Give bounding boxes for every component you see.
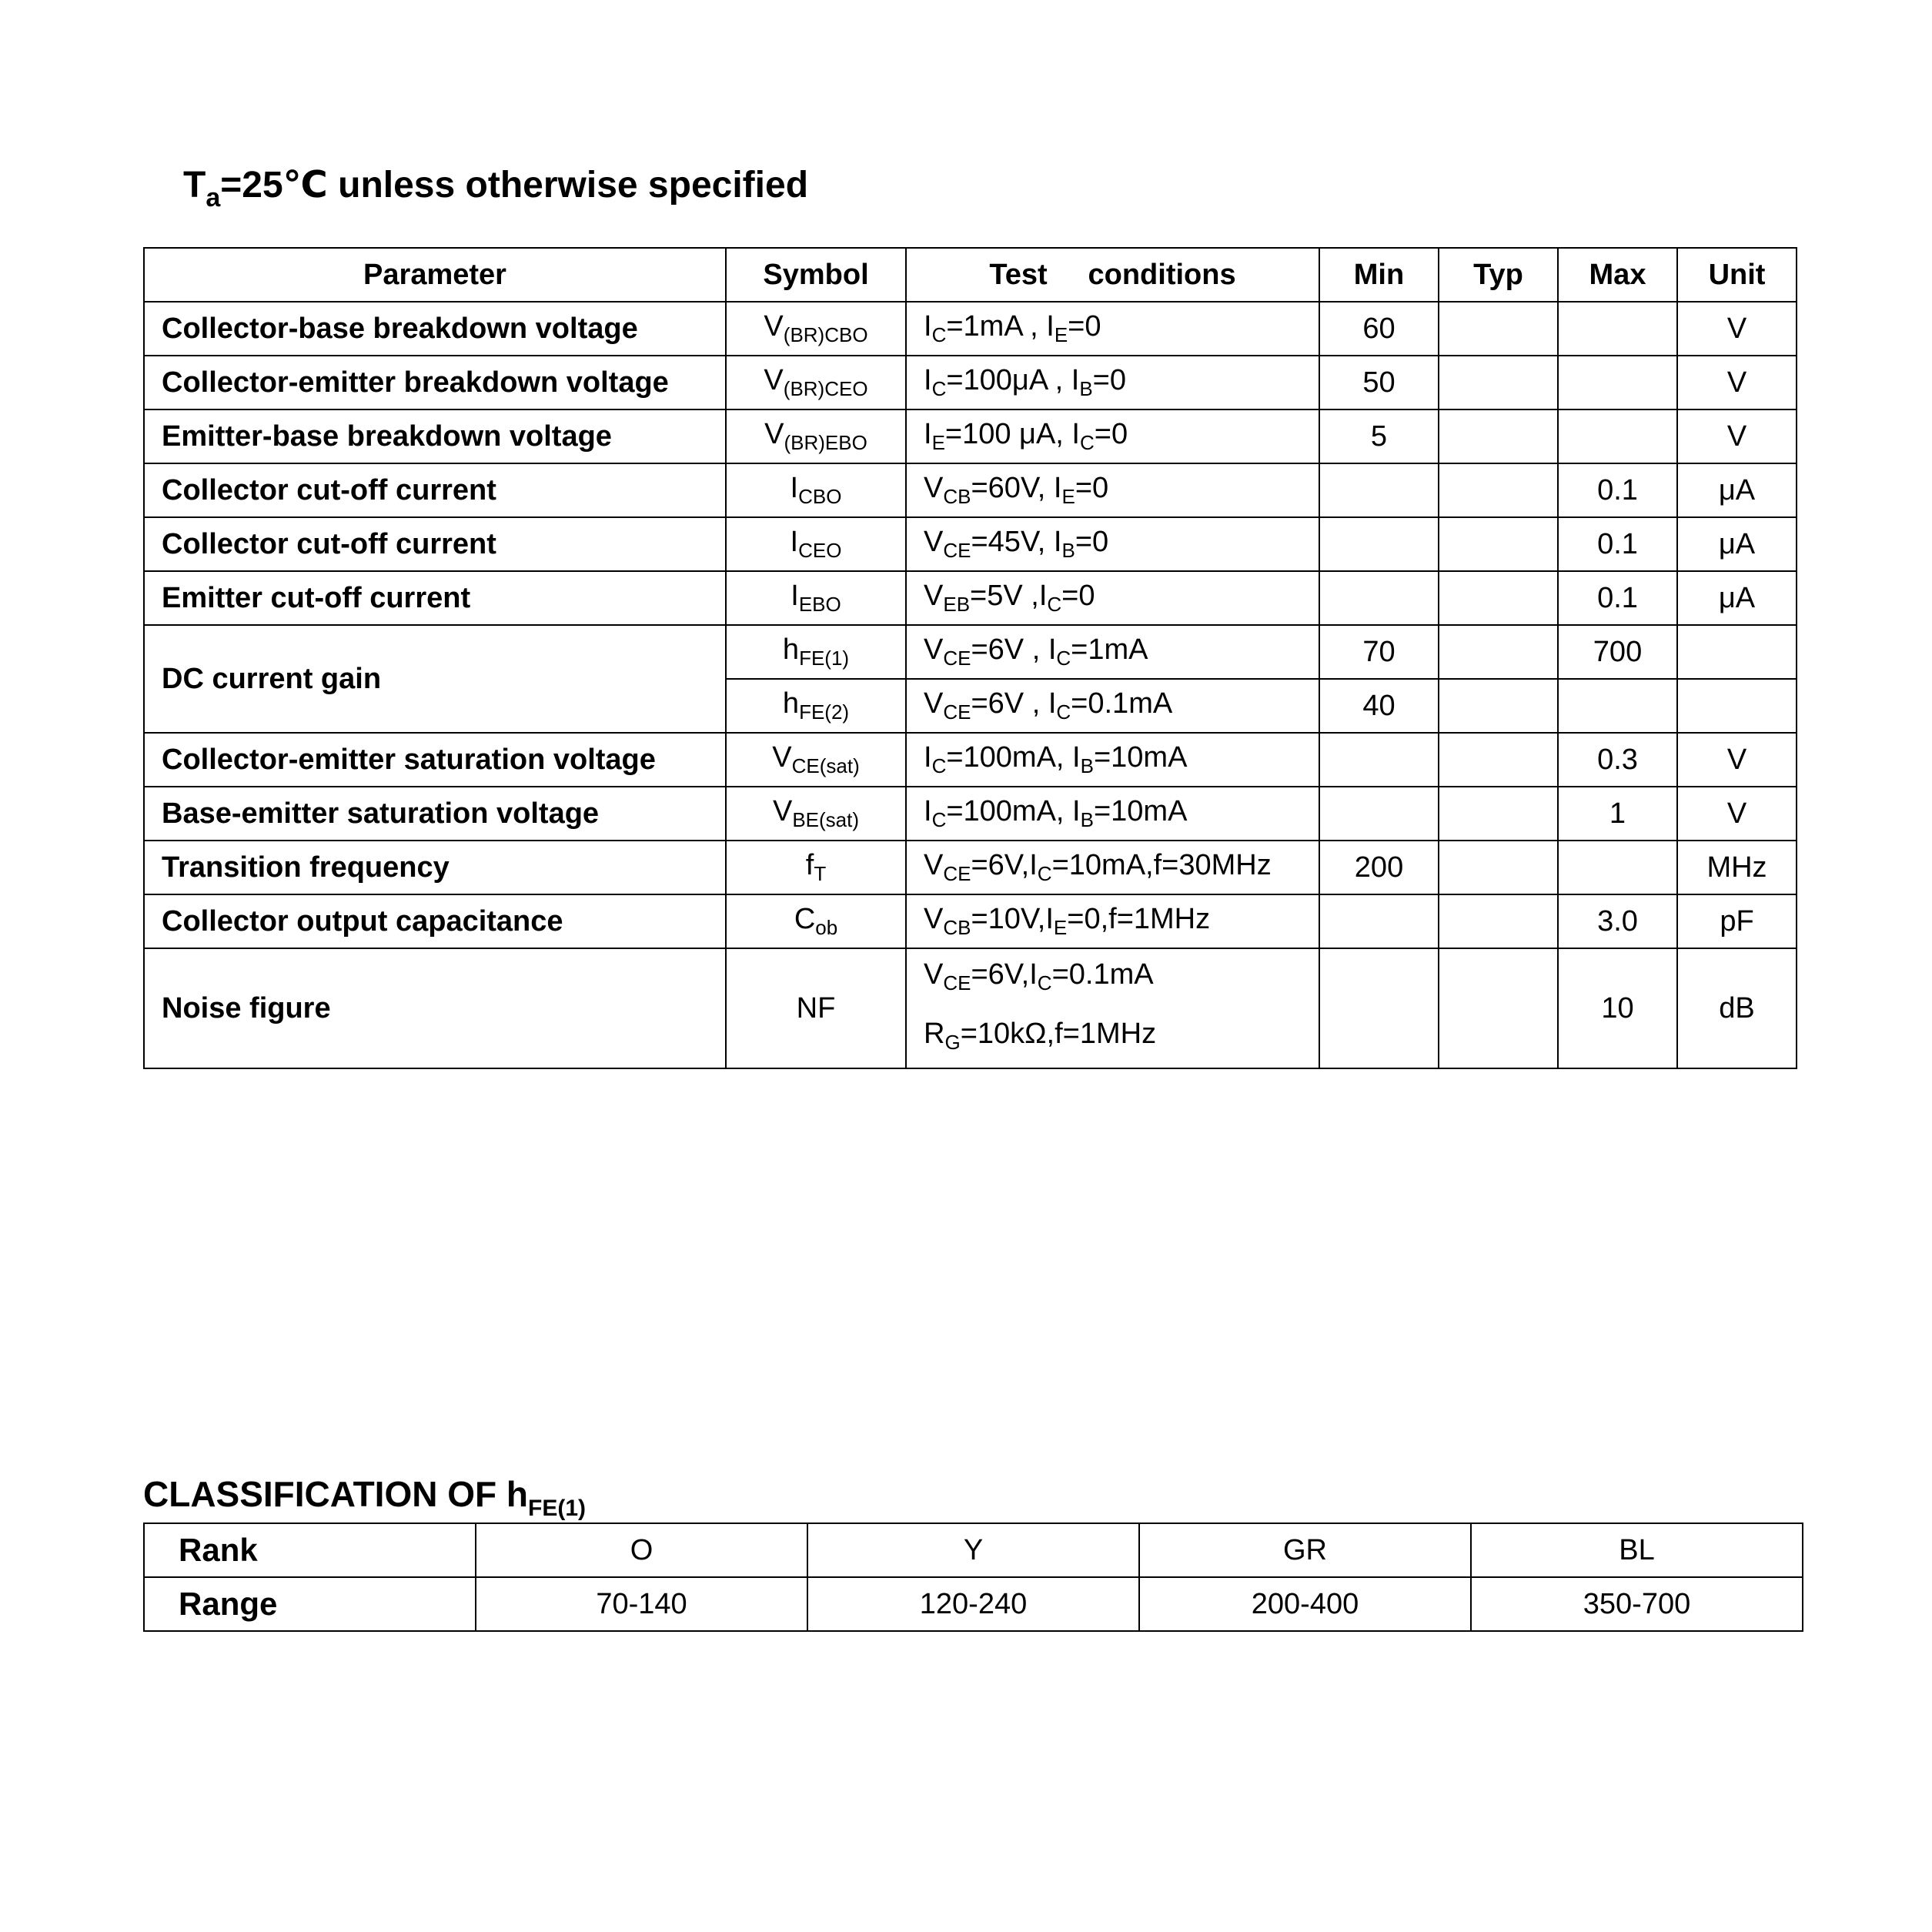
unit-cell: V (1677, 356, 1797, 409)
unit-cell: MHz (1677, 841, 1797, 894)
condition-text: =0 (1094, 418, 1128, 450)
max-cell: 0.1 (1558, 517, 1677, 571)
condition-subscript: C (931, 377, 947, 400)
electrical-characteristics-table (143, 247, 1797, 1069)
parameter-cell: Emitter-base breakdown voltage (144, 409, 726, 463)
parameter-cell: Emitter cut-off current (144, 571, 726, 625)
symbol-cell (726, 463, 906, 517)
symbol-cell (726, 302, 906, 356)
symbol-cell (726, 356, 906, 409)
classification-title (143, 1473, 586, 1522)
table-row (144, 302, 1797, 356)
parameter-cell: Collector cut-off current (144, 463, 726, 517)
rank-cell: Y (807, 1523, 1139, 1577)
condition-text: V (924, 687, 944, 720)
table-row (144, 571, 1797, 625)
condition-subscript: EB (943, 593, 971, 616)
max-cell: 700 (1558, 625, 1677, 679)
condition-text: V (924, 903, 944, 935)
typ-cell (1439, 787, 1558, 841)
unit-cell: V (1677, 302, 1797, 356)
min-cell (1319, 517, 1439, 571)
condition-cell (906, 733, 1319, 787)
symbol-subscript: FE(2) (799, 700, 850, 724)
symbol-text: f (805, 849, 814, 881)
header-test-conditions: Test conditions (906, 248, 1319, 302)
typ-cell (1439, 894, 1558, 948)
condition-subscript: B (1061, 539, 1075, 562)
symbol-subscript: (BR)CBO (783, 323, 868, 346)
range-cell: 350-700 (1471, 1577, 1803, 1631)
range-cell: 200-400 (1139, 1577, 1471, 1631)
condition-line (924, 949, 1319, 1008)
typ-cell (1439, 409, 1558, 463)
symbol-cell (726, 625, 906, 679)
condition-cell (906, 625, 1319, 679)
parameter-cell: Collector cut-off current (144, 517, 726, 571)
table-row (144, 463, 1797, 517)
range-row (144, 1577, 1803, 1631)
min-cell: 40 (1319, 679, 1439, 733)
condition-subscript: CE (943, 647, 971, 670)
condition-text: =0,f=1MHz (1067, 903, 1211, 935)
condition-text: =5V ,I (970, 580, 1048, 612)
symbol-text: h (782, 633, 800, 666)
heading-t-sub: a (206, 183, 221, 212)
condition-subscript: B (1080, 754, 1094, 777)
heading-rest: =25℃ unless otherwise specified (220, 165, 809, 206)
condition-subscript: C (931, 323, 947, 346)
typ-cell (1439, 463, 1558, 517)
condition-subscript: CE (943, 539, 971, 562)
classification-title-text: CLASSIFICATION OF h (143, 1474, 529, 1514)
table-header-row (144, 248, 1797, 302)
symbol-subscript: T (814, 862, 827, 885)
classification-table (143, 1523, 1803, 1632)
parameter-cell: Transition frequency (144, 841, 726, 894)
typ-cell (1439, 356, 1558, 409)
table-row (144, 841, 1797, 894)
condition-text: R (924, 1018, 945, 1050)
condition-text: =6V , I (971, 687, 1057, 720)
symbol-text: NF (796, 991, 836, 1024)
condition-subscript: E (1053, 916, 1068, 939)
condition-subscript: C (1047, 593, 1062, 616)
condition-cell (906, 679, 1319, 733)
rank-cell: O (476, 1523, 807, 1577)
condition-text: =1mA , I (946, 310, 1055, 343)
symbol-cell (726, 894, 906, 948)
condition-text: =100mA, I (946, 795, 1081, 827)
symbol-text: V (764, 418, 784, 450)
condition-text: V (924, 580, 944, 612)
condition-text: I (924, 741, 932, 774)
parameter-cell: Collector-emitter saturation voltage (144, 733, 726, 787)
condition-text: =0 (1075, 526, 1109, 558)
condition-cell (906, 517, 1319, 571)
condition-cell (906, 894, 1319, 948)
symbol-subscript: (BR)EBO (784, 431, 867, 454)
condition-cell (906, 787, 1319, 841)
unit-cell: V (1677, 409, 1797, 463)
condition-text: =6V,I (971, 849, 1038, 881)
condition-subscript: B (1079, 377, 1093, 400)
min-cell: 50 (1319, 356, 1439, 409)
header-max: Max (1558, 248, 1677, 302)
header-min: Min (1319, 248, 1439, 302)
condition-text: =100μA , I (946, 364, 1080, 396)
min-cell (1319, 948, 1439, 1068)
rank-cell: GR (1139, 1523, 1471, 1577)
header-parameter: Parameter (144, 248, 726, 302)
symbol-subscript: CBO (798, 485, 842, 508)
parameter-cell: DC current gain (144, 625, 726, 733)
condition-subscript: CE (943, 971, 971, 994)
parameter-cell: Collector-base breakdown voltage (144, 302, 726, 356)
symbol-cell (726, 679, 906, 733)
typ-cell (1439, 302, 1558, 356)
symbol-subscript: FE(1) (799, 647, 850, 670)
unit-cell: V (1677, 787, 1797, 841)
header-unit: Unit (1677, 248, 1797, 302)
symbol-subscript: CEO (798, 539, 842, 562)
condition-subscript: C (931, 754, 947, 777)
condition-cell (906, 841, 1319, 894)
unit-cell (1677, 679, 1797, 733)
condition-text: I (924, 418, 932, 450)
symbol-text: I (791, 580, 799, 612)
condition-subscript: C (1037, 862, 1052, 885)
parameter-cell: Collector output capacitance (144, 894, 726, 948)
min-cell (1319, 571, 1439, 625)
condition-text: =6V , I (971, 633, 1057, 666)
heading-t: T (183, 165, 206, 206)
symbol-subscript: BE(sat) (792, 808, 860, 831)
min-cell: 5 (1319, 409, 1439, 463)
condition-text: =100mA, I (946, 741, 1081, 774)
condition-cell (906, 948, 1319, 1068)
condition-subscript: E (931, 431, 945, 454)
condition-subscript: G (944, 1031, 961, 1054)
max-cell (1558, 302, 1677, 356)
range-label: Range (144, 1577, 476, 1631)
condition-text: =10mA (1093, 741, 1188, 774)
unit-cell: μA (1677, 571, 1797, 625)
parameter-cell: Base-emitter saturation voltage (144, 787, 726, 841)
condition-text: =10mA (1093, 795, 1188, 827)
symbol-text: V (772, 741, 792, 774)
unit-cell: μA (1677, 517, 1797, 571)
condition-text: =100 μA, I (944, 418, 1080, 450)
table-row (144, 948, 1797, 1068)
min-cell (1319, 463, 1439, 517)
max-cell: 1 (1558, 787, 1677, 841)
symbol-cell (726, 571, 906, 625)
condition-text: =10kΩ,f=1MHz (960, 1018, 1157, 1050)
table-row (144, 356, 1797, 409)
unit-cell: pF (1677, 894, 1797, 948)
symbol-cell (726, 517, 906, 571)
symbol-text: h (782, 687, 800, 720)
condition-cell (906, 571, 1319, 625)
condition-subscript: CE (943, 862, 971, 885)
unit-cell: dB (1677, 948, 1797, 1068)
symbol-subscript: ob (815, 916, 838, 939)
min-cell (1319, 733, 1439, 787)
condition-cell (906, 356, 1319, 409)
max-cell: 0.3 (1558, 733, 1677, 787)
max-cell (1558, 679, 1677, 733)
min-cell (1319, 894, 1439, 948)
symbol-cell (726, 733, 906, 787)
condition-text: =0 (1068, 310, 1101, 343)
table-row (144, 733, 1797, 787)
min-cell: 200 (1319, 841, 1439, 894)
condition-text: =6V,I (971, 958, 1038, 991)
min-cell: 60 (1319, 302, 1439, 356)
unit-cell: μA (1677, 463, 1797, 517)
condition-subscript: C (1056, 700, 1071, 724)
parameter-cell: Collector-emitter breakdown voltage (144, 356, 726, 409)
header-typ: Typ (1439, 248, 1558, 302)
table-row (144, 787, 1797, 841)
table-row (144, 625, 1797, 679)
condition-text: V (924, 633, 944, 666)
condition-text: V (924, 958, 944, 991)
symbol-text: C (794, 903, 816, 935)
condition-subscript: CB (943, 916, 971, 939)
max-cell: 3.0 (1558, 894, 1677, 948)
symbol-subscript: EBO (798, 593, 841, 616)
max-cell (1558, 841, 1677, 894)
rank-row (144, 1523, 1803, 1577)
range-cell: 120-240 (807, 1577, 1139, 1631)
unit-cell (1677, 625, 1797, 679)
symbol-text: V (764, 364, 784, 396)
condition-text: I (924, 310, 932, 343)
typ-cell (1439, 625, 1558, 679)
rank-cell: BL (1471, 1523, 1803, 1577)
symbol-cell (726, 948, 906, 1068)
max-cell (1558, 356, 1677, 409)
min-cell: 70 (1319, 625, 1439, 679)
condition-text: =45V, I (971, 526, 1062, 558)
condition-text: =10V,I (971, 903, 1054, 935)
symbol-text: V (772, 795, 793, 827)
condition-text: =0.1mA (1051, 958, 1154, 991)
condition-text: =1mA (1071, 633, 1148, 666)
condition-text: V (924, 472, 944, 504)
symbol-text: I (790, 472, 799, 504)
classification-title-sub: FE(1) (528, 1496, 587, 1521)
condition-text: =60V, I (971, 472, 1062, 504)
parameter-cell: Noise figure (144, 948, 726, 1068)
symbol-subscript: (BR)CEO (783, 377, 868, 400)
typ-cell (1439, 679, 1558, 733)
symbol-text: V (764, 310, 784, 343)
symbol-cell (726, 841, 906, 894)
condition-cell (906, 409, 1319, 463)
condition-cell (906, 302, 1319, 356)
rank-label: Rank (144, 1523, 476, 1577)
condition-text: =10mA,f=30MHz (1051, 849, 1272, 881)
typ-cell (1439, 841, 1558, 894)
symbol-cell (726, 787, 906, 841)
min-cell (1319, 787, 1439, 841)
condition-subscript: C (1079, 431, 1095, 454)
condition-line (924, 1008, 1319, 1068)
typ-cell (1439, 733, 1558, 787)
condition-text: =0 (1092, 364, 1126, 396)
condition-subscript: E (1061, 485, 1075, 508)
table-row (144, 409, 1797, 463)
symbol-cell (726, 409, 906, 463)
symbol-subscript: CE(sat) (791, 754, 860, 777)
condition-subscript: E (1054, 323, 1068, 346)
condition-subscript: B (1080, 808, 1094, 831)
condition-subscript: CE (943, 700, 971, 724)
condition-subscript: CB (943, 485, 971, 508)
typ-cell (1439, 571, 1558, 625)
condition-subscript: C (1037, 971, 1052, 994)
page-heading (183, 163, 808, 213)
range-cell: 70-140 (476, 1577, 807, 1631)
condition-text: V (924, 526, 944, 558)
max-cell: 0.1 (1558, 463, 1677, 517)
condition-text: =0 (1075, 472, 1109, 504)
typ-cell (1439, 948, 1558, 1068)
condition-subscript: C (1056, 647, 1071, 670)
condition-text: I (924, 795, 932, 827)
condition-text: =0 (1061, 580, 1095, 612)
max-cell: 0.1 (1558, 571, 1677, 625)
condition-cell (906, 463, 1319, 517)
unit-cell: V (1677, 733, 1797, 787)
max-cell (1558, 409, 1677, 463)
max-cell: 10 (1558, 948, 1677, 1068)
condition-text: V (924, 849, 944, 881)
header-symbol: Symbol (726, 248, 906, 302)
symbol-text: I (790, 526, 799, 558)
condition-text: I (924, 364, 932, 396)
table-row (144, 517, 1797, 571)
condition-text: =0.1mA (1071, 687, 1173, 720)
table-row (144, 894, 1797, 948)
typ-cell (1439, 517, 1558, 571)
condition-subscript: C (931, 808, 947, 831)
